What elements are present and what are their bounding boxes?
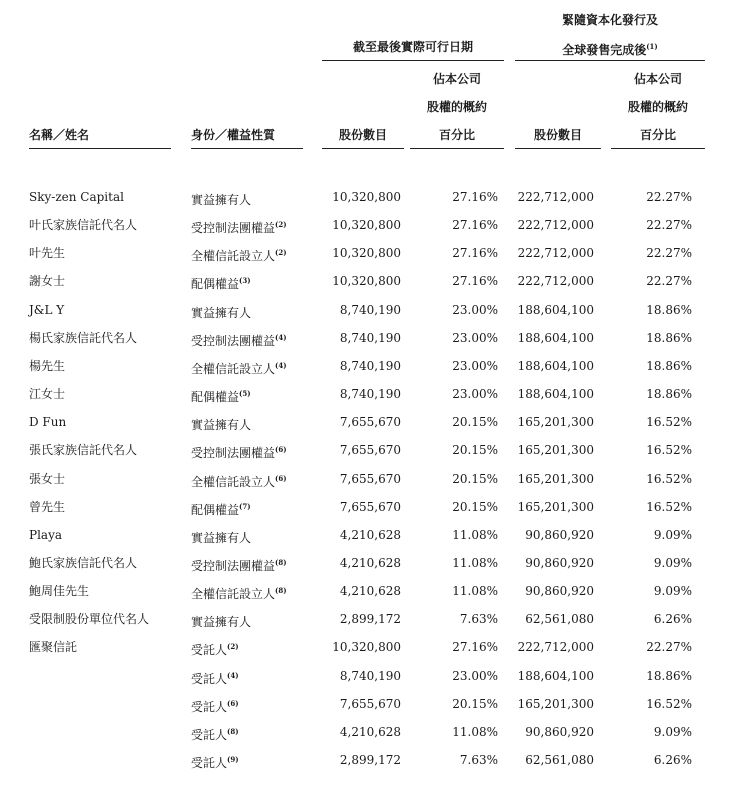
footnote-marker: (8) [275, 586, 287, 596]
percentage-after-offering: 16.52% [646, 471, 692, 486]
percentage-latest-date: 20.15% [452, 471, 498, 486]
table-row [0, 525, 736, 545]
shares-latest-date: 10,320,800 [332, 218, 401, 233]
percentage-after-offering: 22.27% [646, 274, 692, 289]
capacity-cell [191, 243, 287, 266]
percentage-latest-date: 23.00% [452, 358, 498, 373]
shares-after-offering: 188,604,100 [517, 668, 594, 683]
footnote-marker: (7) [239, 501, 251, 511]
shares-latest-date: 4,210,628 [339, 527, 401, 542]
footnote-marker: (9) [227, 755, 239, 764]
capacity-cell [191, 497, 251, 520]
shareholder-name: 江女士 [29, 387, 66, 402]
percentage-latest-date: 20.15% [452, 499, 498, 514]
shares-latest-date: 8,740,190 [339, 302, 401, 317]
pct-header-1-line3: 百分比 [438, 128, 475, 142]
footnote-marker: (8) [275, 557, 287, 567]
shareholder-name: Playa [29, 527, 62, 542]
shares-after-offering: 222,712,000 [517, 640, 594, 655]
shares-after-offering: 165,201,300 [517, 499, 594, 514]
percentage-after-offering: 9.09% [653, 527, 692, 542]
shares-after-offering: 222,712,000 [517, 190, 594, 204]
shares-latest-date: 10,320,800 [332, 190, 401, 204]
footnote-marker: (2) [275, 248, 287, 258]
percentage-after-offering: 18.86% [646, 358, 692, 373]
percentage-after-offering: 9.09% [653, 555, 692, 570]
footnote-marker: (6) [275, 445, 287, 455]
shares-latest-date: 4,210,628 [339, 584, 401, 599]
capacity-text: 實益擁有人 [191, 305, 252, 320]
shares-after-offering: 188,604,100 [517, 330, 594, 345]
table-row [0, 750, 736, 770]
table-row [0, 469, 736, 489]
pct-header-2-line3: 百分比 [639, 128, 676, 142]
capacity-cell [191, 328, 287, 351]
percentage-latest-date: 23.00% [452, 668, 498, 683]
percentage-after-offering: 18.86% [646, 302, 692, 317]
footnote-marker: (2) [275, 220, 287, 230]
footnote-marker: (6) [227, 698, 239, 708]
underline-capacity [191, 148, 303, 149]
shareholder-name: 匯聚信託 [29, 640, 78, 655]
capacity-cell [191, 666, 239, 689]
percentage-after-offering: 18.86% [646, 387, 692, 402]
percentage-after-offering: 9.09% [653, 724, 692, 739]
table-row [0, 553, 736, 573]
capacity-text: 實益擁有人 [191, 418, 252, 433]
table-row [0, 243, 736, 263]
table-row [0, 440, 736, 460]
capacity-text: 受控制法團權益 [191, 446, 276, 461]
percentage-after-offering: 22.27% [646, 190, 692, 204]
shares-latest-date: 4,210,628 [339, 724, 401, 739]
percentage-latest-date: 20.15% [452, 443, 498, 458]
percentage-after-offering: 6.26% [653, 612, 692, 627]
shareholder-name: 叶先生 [29, 246, 66, 261]
capacity-text: 受控制法團權益 [191, 333, 276, 348]
underline-pct-1 [410, 148, 504, 149]
capacity-text: 實益擁有人 [191, 530, 252, 545]
shares-after-offering: 188,604,100 [517, 387, 594, 402]
group-underline-latest-date [322, 60, 504, 61]
table-row [0, 384, 736, 404]
group-header-latest-date: 截至最後實際可行日期 [352, 40, 473, 54]
shareholder-name: Sky-zen Capital [29, 190, 124, 204]
shareholder-name: 張女士 [29, 471, 66, 486]
shares-latest-date: 4,210,628 [339, 555, 401, 570]
percentage-after-offering: 22.27% [646, 640, 692, 655]
capacity-text: 配偶權益 [191, 390, 240, 405]
footnote-marker: (8) [227, 726, 239, 736]
capacity-cell [191, 525, 251, 548]
shares-latest-date: 10,320,800 [332, 274, 401, 289]
capacity-cell [191, 440, 287, 463]
shares-latest-date: 8,740,190 [339, 387, 401, 402]
shareholder-name: 曾先生 [29, 499, 66, 514]
shares-after-offering: 165,201,300 [517, 415, 594, 430]
pct-header-2-line2: 股權的概約 [627, 100, 688, 114]
capacity-text: 實益擁有人 [191, 615, 252, 630]
capacity-text: 全權信託設立人 [191, 587, 276, 602]
shares-latest-date: 2,899,172 [339, 612, 401, 627]
table-row [0, 666, 736, 686]
shares-latest-date: 10,320,800 [332, 246, 401, 261]
shareholder-name: 楊先生 [29, 358, 66, 373]
shareholder-name: 謝女士 [29, 274, 66, 289]
shareholder-name: 楊氏家族信託代名人 [29, 330, 138, 345]
percentage-latest-date: 27.16% [452, 218, 498, 233]
capacity-text: 受託人 [191, 699, 228, 714]
column-header-shares-2: 股份數目 [533, 128, 582, 142]
shares-after-offering: 62,561,080 [525, 612, 594, 627]
shares-latest-date: 8,740,190 [339, 330, 401, 345]
capacity-text: 全權信託設立人 [191, 361, 276, 376]
percentage-latest-date: 20.15% [452, 415, 498, 430]
table-row [0, 609, 736, 629]
shares-latest-date: 10,320,800 [332, 640, 401, 655]
table-row [0, 271, 736, 291]
shares-latest-date: 8,740,190 [339, 668, 401, 683]
percentage-after-offering: 16.52% [646, 415, 692, 430]
capacity-text: 配偶權益 [191, 277, 240, 292]
shares-latest-date: 2,899,172 [339, 753, 401, 767]
percentage-latest-date: 23.00% [452, 302, 498, 317]
footnote-marker: (2) [227, 642, 239, 652]
shares-after-offering: 188,604,100 [517, 302, 594, 317]
shareholder-name: 鮑周佳先生 [29, 584, 90, 599]
percentage-after-offering: 22.27% [646, 246, 692, 261]
percentage-latest-date: 11.08% [452, 584, 498, 599]
shareholder-name: 鮑氏家族信託代名人 [29, 555, 138, 570]
table-row [0, 581, 736, 601]
table-row [0, 722, 736, 742]
capacity-cell [191, 722, 239, 745]
group-header-after-offering-text: 全球發售完成後 [562, 43, 647, 57]
percentage-latest-date: 11.08% [452, 527, 498, 542]
shares-latest-date: 7,655,670 [339, 415, 401, 430]
capacity-cell [191, 609, 251, 632]
capacity-text: 受託人 [191, 671, 228, 686]
capacity-cell [191, 271, 251, 294]
capacity-cell [191, 469, 287, 492]
footnote-marker: (6) [275, 473, 287, 483]
percentage-after-offering: 22.27% [646, 218, 692, 233]
capacity-cell [191, 384, 251, 407]
pct-header-2-line1: 佔本公司 [633, 72, 682, 86]
capacity-text: 受控制法團權益 [191, 558, 276, 573]
shares-after-offering: 90,860,920 [525, 555, 594, 570]
capacity-cell [191, 750, 239, 773]
percentage-latest-date: 7.63% [459, 753, 498, 767]
shares-after-offering: 62,561,080 [525, 753, 594, 767]
table-row [0, 694, 736, 714]
capacity-text: 受託人 [191, 756, 228, 770]
shares-latest-date: 7,655,670 [339, 499, 401, 514]
capacity-cell [191, 553, 287, 576]
footnote-marker: (4) [227, 670, 239, 680]
percentage-after-offering: 18.86% [646, 668, 692, 683]
percentage-latest-date: 20.15% [452, 696, 498, 711]
shares-latest-date: 7,655,670 [339, 471, 401, 486]
capacity-cell [191, 215, 287, 238]
capacity-text: 實益擁有人 [191, 193, 252, 207]
shareholder-name: 受限制股份單位代名人 [29, 612, 150, 627]
table-row [0, 637, 736, 657]
footnote-marker: (4) [275, 360, 287, 370]
shares-after-offering: 165,201,300 [517, 471, 594, 486]
shares-latest-date: 8,740,190 [339, 358, 401, 373]
capacity-text: 配偶權益 [191, 502, 240, 517]
capacity-cell [191, 356, 287, 379]
capacity-cell [191, 637, 239, 660]
shareholder-name: 張氏家族信託代名人 [29, 443, 138, 458]
capacity-cell [191, 694, 239, 717]
shares-after-offering: 90,860,920 [525, 724, 594, 739]
table-row [0, 497, 736, 517]
shares-after-offering: 188,604,100 [517, 358, 594, 373]
table-row [0, 300, 736, 320]
percentage-latest-date: 27.16% [452, 640, 498, 655]
percentage-latest-date: 27.16% [452, 190, 498, 204]
table-row [0, 412, 736, 432]
capacity-cell [191, 412, 251, 435]
column-header-capacity: 身份／權益性質 [191, 128, 276, 142]
percentage-latest-date: 7.63% [459, 612, 498, 627]
table-row [0, 356, 736, 376]
underline-shares-2 [515, 148, 601, 149]
capacity-text: 全權信託設立人 [191, 249, 276, 264]
percentage-after-offering: 16.52% [646, 499, 692, 514]
pct-header-1-line1: 佔本公司 [432, 72, 481, 86]
shares-latest-date: 7,655,670 [339, 443, 401, 458]
percentage-latest-date: 27.16% [452, 246, 498, 261]
capacity-text: 全權信託設立人 [191, 474, 276, 489]
capacity-cell [191, 581, 287, 604]
capacity-text: 受託人 [191, 643, 228, 658]
percentage-after-offering: 18.86% [646, 330, 692, 345]
footnote-marker: (1) [646, 42, 658, 51]
group-underline-after-offering [515, 60, 705, 61]
percentage-latest-date: 23.00% [452, 330, 498, 345]
percentage-latest-date: 11.08% [452, 724, 498, 739]
group-header-after-offering-line2 [515, 40, 705, 57]
table-row [0, 187, 736, 207]
shareholder-name: J&L Y [29, 302, 65, 317]
group-header-after-offering-line1: 緊隨資本化發行及 [561, 13, 658, 27]
footnote-marker: (5) [239, 389, 251, 399]
percentage-after-offering: 16.52% [646, 696, 692, 711]
capacity-text: 受託人 [191, 727, 228, 742]
pct-header-1-line2: 股權的概約 [426, 100, 487, 114]
shareholder-name: 叶氏家族信託代名人 [29, 218, 138, 233]
shareholder-name: D Fun [29, 415, 67, 430]
shares-after-offering: 222,712,000 [517, 246, 594, 261]
table-row [0, 328, 736, 348]
table-row [0, 215, 736, 235]
shares-after-offering: 165,201,300 [517, 696, 594, 711]
percentage-latest-date: 27.16% [452, 274, 498, 289]
percentage-latest-date: 11.08% [452, 555, 498, 570]
capacity-text: 受控制法團權益 [191, 221, 276, 236]
capacity-cell [191, 300, 251, 323]
footnote-marker: (3) [239, 276, 251, 286]
shares-after-offering: 222,712,000 [517, 218, 594, 233]
percentage-after-offering: 16.52% [646, 443, 692, 458]
underline-shares-1 [322, 148, 404, 149]
shares-latest-date: 7,655,670 [339, 696, 401, 711]
shares-after-offering: 90,860,920 [525, 527, 594, 542]
shares-after-offering: 222,712,000 [517, 274, 594, 289]
percentage-after-offering: 6.26% [653, 753, 692, 767]
underline-pct-2 [611, 148, 705, 149]
footnote-marker: (4) [275, 332, 287, 342]
capacity-cell [191, 187, 251, 210]
column-header-name: 名稱／姓名 [29, 128, 90, 142]
underline-name [29, 148, 171, 149]
column-header-shares-1: 股份數目 [338, 128, 387, 142]
percentage-latest-date: 23.00% [452, 387, 498, 402]
shares-after-offering: 90,860,920 [525, 584, 594, 599]
percentage-after-offering: 9.09% [653, 584, 692, 599]
shares-after-offering: 165,201,300 [517, 443, 594, 458]
